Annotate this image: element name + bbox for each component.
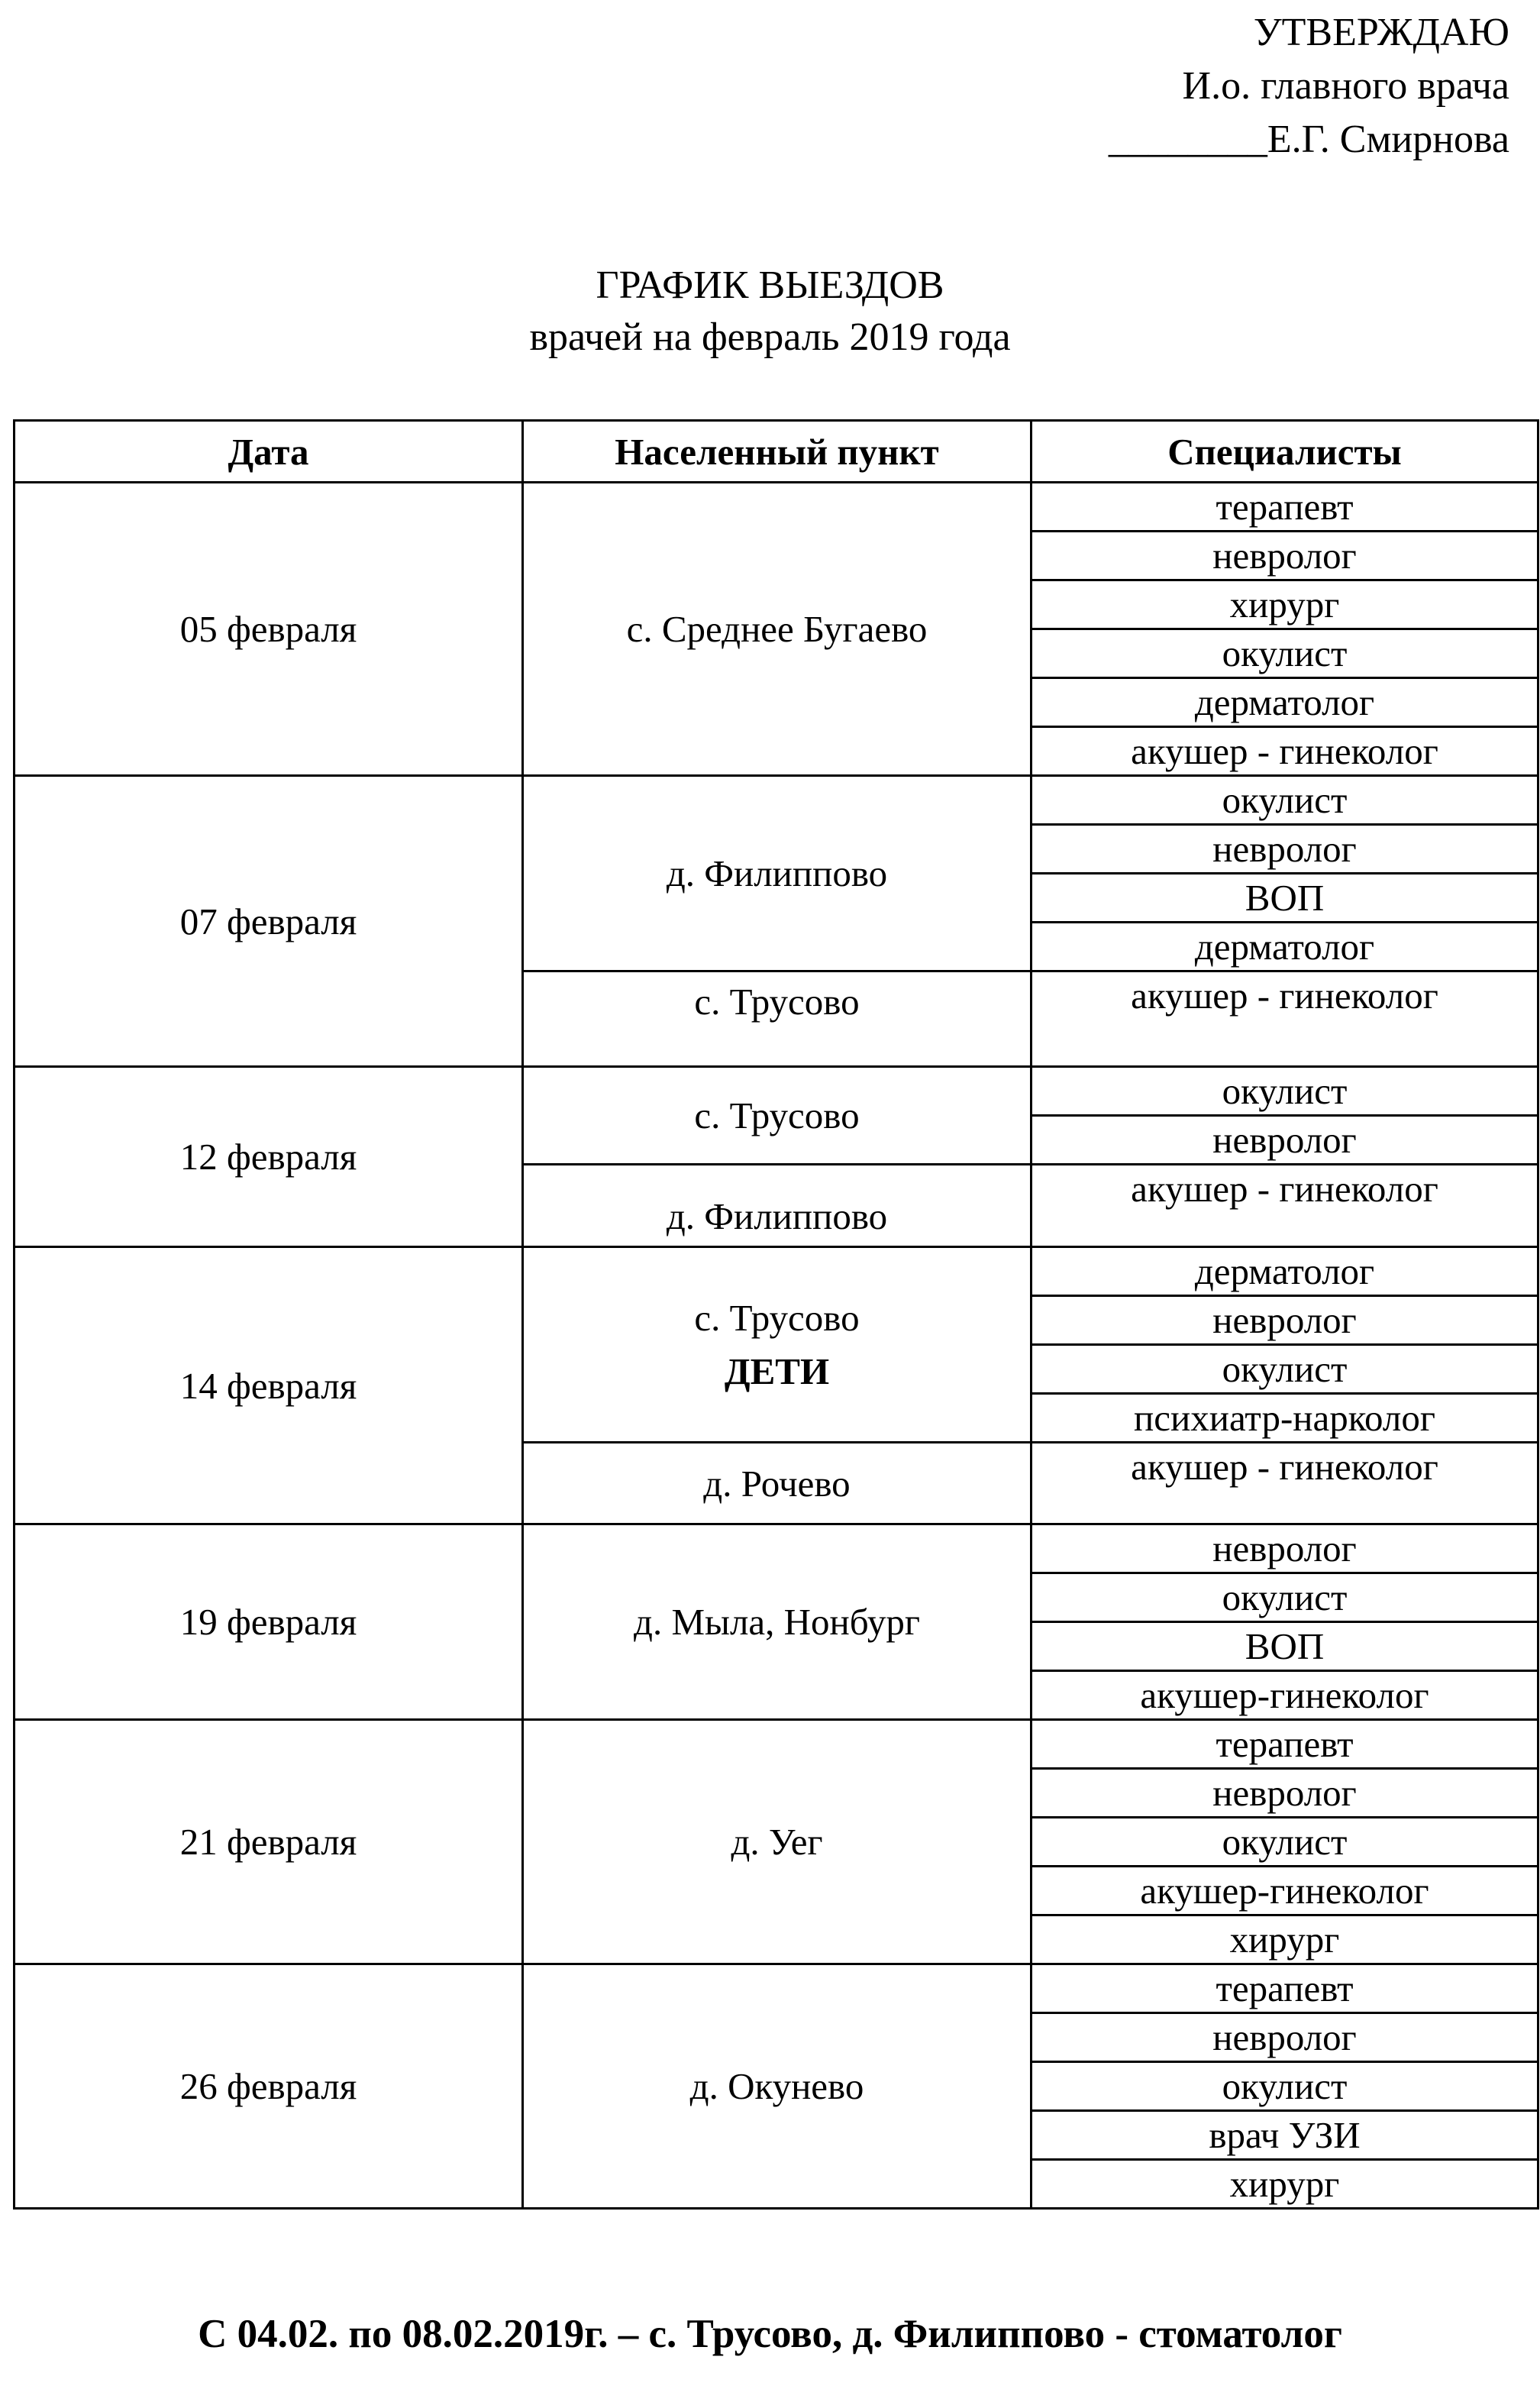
specialist-cell: невролог [1032,1116,1538,1165]
approval-block [1109,6,1509,166]
specialist-cell: акушер-гинеколог [1032,1867,1538,1915]
date-cell: 14 февраля [15,1247,523,1524]
specialist-cell: хирург [1032,2160,1538,2209]
specialist-cell: невролог [1032,2013,1538,2062]
place-cell: д. Рочево [523,1443,1032,1524]
title-line-2: врачей на февраль 2019 года [529,315,1011,359]
date-cell: 19 февраля [15,1524,523,1720]
specialist-cell: окулист [1032,1345,1538,1394]
table-row [15,1524,1538,1573]
header-place: Населенный пункт [523,421,1032,483]
specialist-cell: окулист [1032,629,1538,678]
title-line-1: ГРАФИК ВЫЕЗДОВ [596,263,944,307]
approval-signature: ________Е.Г. Смирнова [1108,118,1509,161]
specialist-cell: окулист [1032,2062,1538,2111]
specialist-cell: окулист [1032,1818,1538,1867]
table-row [15,1067,1538,1116]
specialist-cell: ВОП [1032,874,1538,923]
schedule-table [13,419,1539,2210]
table-row [15,1964,1538,2013]
date-cell: 05 февраля [15,483,523,776]
table-row [15,1720,1538,1769]
specialist-cell: акушер - гинеколог [1032,971,1538,1067]
place-cell: д. Мыла, Нонбург [523,1524,1032,1720]
table-row [15,776,1538,825]
specialist-cell: акушер-гинеколог [1032,1671,1538,1720]
specialist-cell: окулист [1032,1573,1538,1622]
specialist-cell: невролог [1032,1296,1538,1345]
specialist-cell: невролог [1032,1769,1538,1818]
place-cell: д. Филиппово [523,1165,1032,1247]
place-cell [523,1247,1032,1443]
specialist-cell: ВОП [1032,1622,1538,1671]
specialist-cell: дерматолог [1032,1247,1538,1296]
specialist-cell: терапевт [1032,483,1538,532]
specialist-cell: невролог [1032,1524,1538,1573]
table-row [15,483,1538,532]
footer-note: С 04.02. по 08.02.2019г. – с. Трусово, д. Филиппово - стоматолог [198,2312,1342,2356]
place-name: с. Трусово [694,1296,860,1339]
date-cell: 26 февраля [15,1964,523,2209]
place-cell: с. Трусово [523,1067,1032,1165]
date-cell: 21 февраля [15,1720,523,1964]
header-date: Дата [15,421,523,483]
specialist-cell: окулист [1032,776,1538,825]
specialist-cell: хирург [1032,580,1538,629]
specialist-cell: акушер - гинеколог [1032,1443,1538,1524]
specialist-cell: дерматолог [1032,678,1538,727]
specialist-cell: акушер - гинеколог [1032,1165,1538,1247]
place-cell: д. Уег [523,1720,1032,1964]
place-cell: с. Среднее Бугаево [523,483,1032,776]
date-cell: 12 февраля [15,1067,523,1247]
table-row [15,1247,1538,1296]
place-cell: с. Трусово [523,971,1032,1067]
specialist-cell: психиатр-нарколог [1032,1394,1538,1443]
specialist-cell: врач УЗИ [1032,2111,1538,2160]
specialist-cell: хирург [1032,1915,1538,1964]
date-cell: 07 февраля [15,776,523,1067]
specialist-cell: терапевт [1032,1720,1538,1769]
header-specialists: Специалисты [1032,421,1538,483]
specialist-cell: дерматолог [1032,923,1538,971]
specialist-cell: невролог [1032,825,1538,874]
place-cell: д. Филиппово [523,776,1032,971]
specialist-cell: невролог [1032,532,1538,580]
specialist-cell: терапевт [1032,1964,1538,2013]
specialist-cell: окулист [1032,1067,1538,1116]
place-note: ДЕТИ [724,1350,830,1392]
approval-title: УТВЕРЖДАЮ [1253,11,1509,54]
specialist-cell: акушер - гинеколог [1032,727,1538,776]
approval-position: И.о. главного врача [1182,64,1509,108]
page-title [0,260,1540,364]
table-header-row [15,421,1538,483]
place-cell: д. Окунево [523,1964,1032,2209]
